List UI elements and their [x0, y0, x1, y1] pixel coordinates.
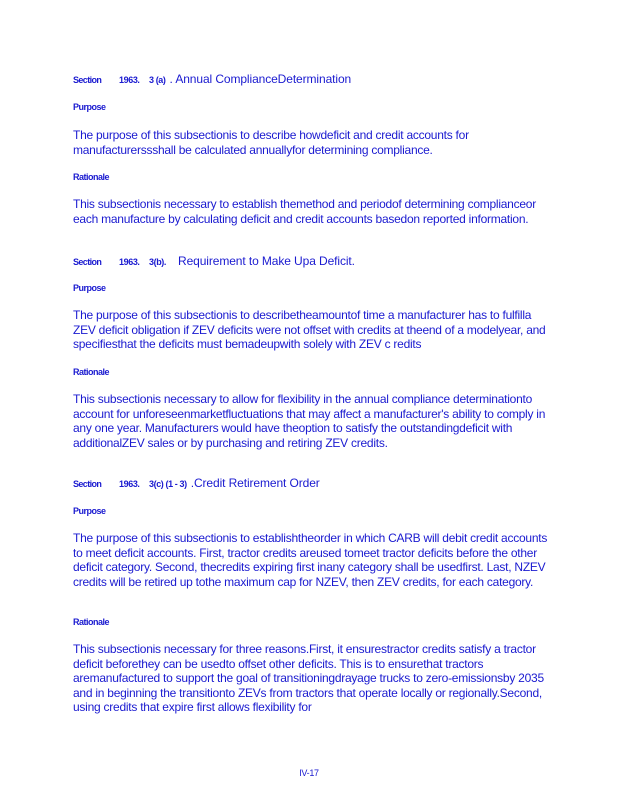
- section-subsection: 3(b).: [149, 257, 166, 267]
- section-title: .Credit Retirement Order: [190, 476, 320, 490]
- page-number: IV-17: [299, 768, 319, 778]
- rationale-text: This subsectionis necessary to establish themethod and periodof determining complianceor each manufacture by calculating deficit and credit accounts basedon reported information.: [73, 197, 536, 226]
- section-subsection: 3(c) (1 - 3): [149, 479, 187, 489]
- section-number: 1963.: [119, 479, 140, 489]
- rationale-text: This subsectionis necessary to allow for flexibility in the annual compliance determinationto account for unforeseenmarketfluctuations that may affect a manufacturer's ability to comply in any one year. Manufacturers would have theoption to satisfy the outstandingdeficit with additionalZEV sales or by purchasing and retiring ZEV credits.: [73, 392, 546, 450]
- section-word: Section: [73, 479, 102, 489]
- rationale-label: Rationale: [73, 617, 110, 627]
- section-word: Section: [73, 257, 102, 267]
- purpose-label: Purpose: [73, 102, 106, 112]
- rationale-label: Rationale: [73, 172, 110, 182]
- section-heading: [73, 72, 351, 86]
- section-heading: [73, 254, 355, 268]
- section-heading: [73, 476, 320, 490]
- purpose-text: The purpose of this subsectionis to describe howdeficit and credit accounts for manufacturerssshall be calculated annuallyfor determining compliance.: [73, 128, 469, 157]
- purpose-text: The purpose of this subsectionis to establishtheorder in which CARB will debit credit accounts to meet deficit accounts. First, tractor credits areused tomeet tractor deficits before the other deficit category. Second, thecredits expiring first inany category shall be usedfirst. Last, NZEV credits will be retired up tothe maximum cap for NZEV, then ZEV credits, for each category.: [73, 531, 548, 589]
- purpose-text: The purpose of this subsectionis to describetheamountof time a manufacturer has to fulfilla ZEV deficit obligation if ZEV deficits were not offset with credits at theend of a modelyear, and specifiesthat the deficits must bemadeupwith solely with ZEV c redits: [73, 308, 546, 351]
- section-number: 1963.: [119, 257, 140, 267]
- section-subsection: 3 (a): [149, 75, 166, 85]
- rationale-text: This subsectionis necessary for three reasons.First, it ensurestractor credits satisfy a tractor deficit beforethey can be usedto offset other deficits. This is to ensurethat tractors aremanufactured to support the goal of transitioningdrayage trucks to zero-emissionsby 2035 and in beginning the transitionto ZEVs from tractors that operate locally or regionally.Second, using credits that expire first allows flexibility for: [73, 642, 544, 714]
- section-word: Section: [73, 75, 102, 85]
- purpose-label: Purpose: [73, 283, 106, 293]
- rationale-label: Rationale: [73, 367, 110, 377]
- section-title: . Annual ComplianceDetermination: [169, 72, 352, 86]
- section-title: Requirement to Make Upa Deficit.: [178, 254, 355, 268]
- purpose-label: Purpose: [73, 506, 106, 516]
- section-number: 1963.: [119, 75, 140, 85]
